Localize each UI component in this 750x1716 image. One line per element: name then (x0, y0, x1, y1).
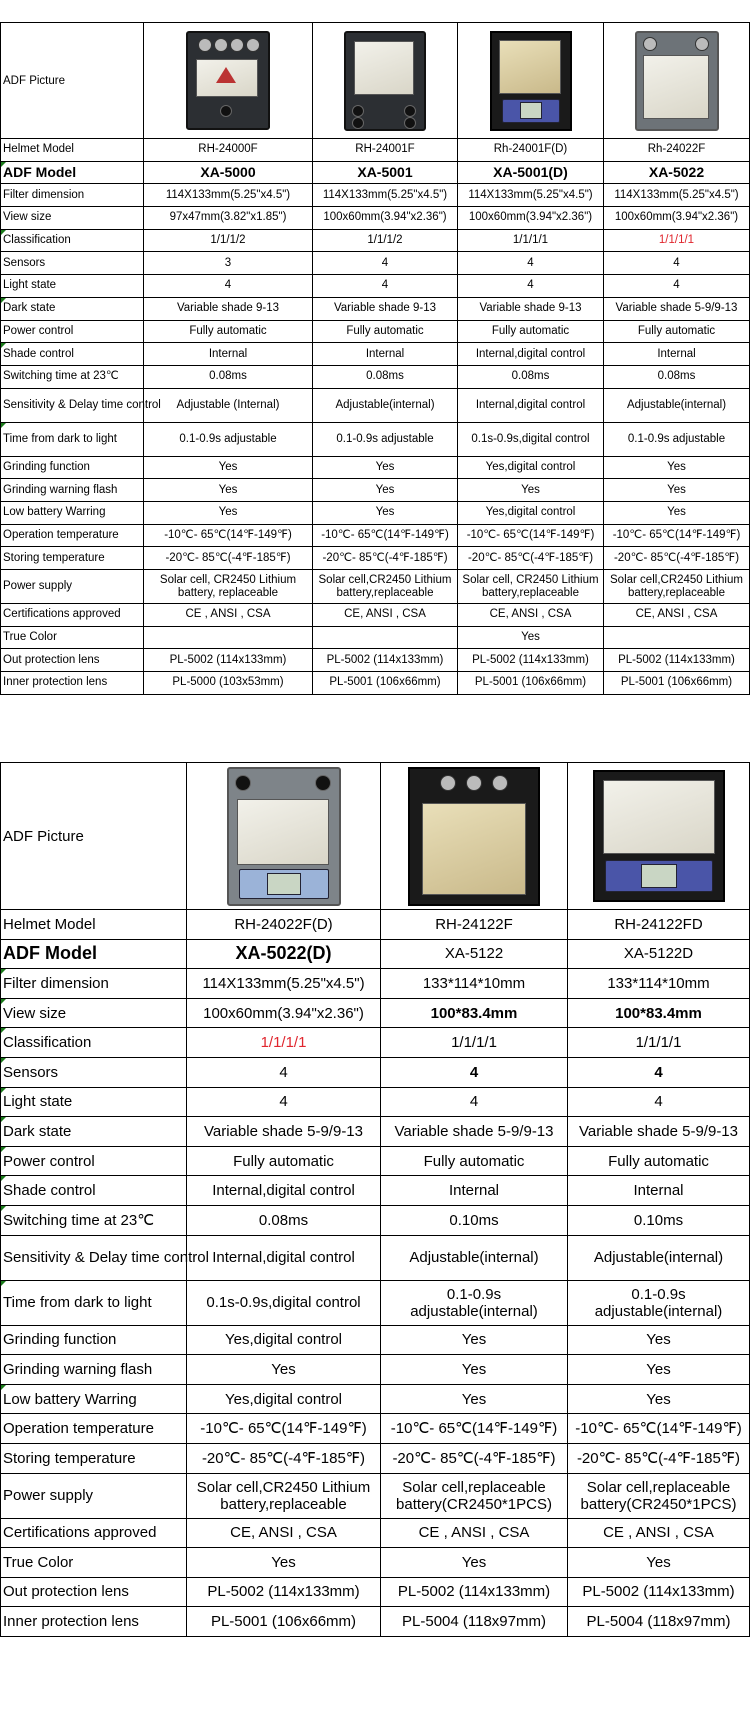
row-label: Operation temperature (1, 1414, 187, 1444)
spec-cell: Internal,digital control (187, 1235, 381, 1280)
spec-cell: PL-5001 (106x66mm) (458, 672, 604, 695)
row-label-text: Switching time at 23℃ (3, 1211, 155, 1229)
spec-cell: Internal,digital control (458, 343, 604, 366)
spec-cell (144, 626, 313, 649)
row-label (1, 161, 144, 184)
adf-image-xa-5022 (604, 23, 750, 139)
spec-row-view-size (1, 998, 750, 1028)
comment-marker-icon (1, 1058, 6, 1063)
spec-cell: PL-5001 (106x66mm) (604, 672, 750, 695)
spec-row-sensitivity-delay-time-control (1, 388, 750, 422)
spec-cell: Rh-24001F(D) (458, 139, 604, 162)
spec-row-switching-time-at-23 (1, 365, 750, 388)
spec-cell: 0.1-0.9s adjustable (313, 422, 458, 456)
row-label-text: Light state (3, 1093, 73, 1111)
spec-cell: Fully automatic (381, 1146, 568, 1176)
row-label: Sensitivity & Delay time control (1, 388, 144, 422)
comment-marker-icon (1, 1088, 6, 1093)
spec-row-power-control (1, 320, 750, 343)
row-label: Light state (1, 275, 144, 298)
spec-cell: Internal,digital control (458, 388, 604, 422)
spec-cell: 4 (568, 1087, 750, 1117)
spec-cell: -20℃- 85℃(-4℉-185℉) (604, 547, 750, 570)
spec-cell: -20℃- 85℃(-4℉-185℉) (568, 1443, 750, 1473)
spec-cell: 1/1/1/1 (604, 229, 750, 252)
spec-cell: XA-5122D (568, 939, 750, 969)
comment-marker-icon (1, 230, 6, 235)
spec-cell: PL-5001 (106x66mm) (313, 672, 458, 695)
spec-row-certifications-approved (1, 1518, 750, 1548)
comment-marker-icon (1, 162, 6, 167)
spec-cell: PL-5002 (114x133mm) (144, 649, 313, 672)
spec-cell: Fully automatic (604, 320, 750, 343)
row-label: Storing temperature (1, 1443, 187, 1473)
row-label: Power control (1, 320, 144, 343)
spec-cell: 100*83.4mm (568, 998, 750, 1028)
spec-cell: Yes (381, 1325, 568, 1355)
spec-cell: Fully automatic (144, 320, 313, 343)
spec-cell: Yes (604, 479, 750, 502)
spec-cell: Yes (144, 479, 313, 502)
spec-cell: PL-5002 (114x133mm) (568, 1577, 750, 1607)
row-label: True Color (1, 626, 144, 649)
spec-cell: Yes (313, 479, 458, 502)
spec-cell: 4 (458, 252, 604, 275)
spec-row-grinding-warning-flash (1, 1355, 750, 1385)
spec-cell: Yes (604, 501, 750, 524)
spec-cell: CE , ANSI , CSA (144, 604, 313, 627)
spec-cell: 4 (187, 1057, 381, 1087)
spec-cell: 3 (144, 252, 313, 275)
row-label (1, 1057, 187, 1087)
comment-marker-icon (1, 1117, 6, 1122)
spec-row-shade-control (1, 343, 750, 366)
spec-cell: 100*83.4mm (381, 998, 568, 1028)
spec-cell: Adjustable(internal) (313, 388, 458, 422)
spec-table-1 (0, 22, 750, 695)
spec-cell: 1/1/1/1 (381, 1028, 568, 1058)
spec-cell: Adjustable(internal) (568, 1235, 750, 1280)
spec-cell: 4 (313, 275, 458, 298)
spec-cell: 4 (604, 275, 750, 298)
row-label: Sensitivity & Delay time control (1, 1235, 187, 1280)
spec-row-power-supply (1, 570, 750, 604)
spec-cell: 4 (381, 1087, 568, 1117)
adf-image-xa-5022d (187, 763, 381, 910)
row-label: Sensors (1, 252, 144, 275)
row-label: Switching time at 23℃ (1, 365, 144, 388)
row-label: True Color (1, 1548, 187, 1578)
spec-cell: XA-5001 (313, 161, 458, 184)
spec-cell: 100x60mm(3.94"x2.36") (187, 998, 381, 1028)
spec-table-2 (0, 762, 750, 1637)
spec-row-inner-protection-lens (1, 1607, 750, 1637)
row-label (1, 1028, 187, 1058)
spec-row-helmet-model (1, 910, 750, 940)
spec-row-filter-dimension (1, 969, 750, 999)
spec-cell: 4 (568, 1057, 750, 1087)
row-label-text: Dark state (3, 302, 56, 315)
adf-image-xa-5001d (458, 23, 604, 139)
spec-cell: Solar cell, CR2450 Lithium battery,replaceable (458, 570, 604, 604)
spec-cell: Internal (144, 343, 313, 366)
spec-cell: 1/1/1/1 (187, 1028, 381, 1058)
spec-row-out-protection-lens (1, 1577, 750, 1607)
spec-cell: 114X133mm(5.25"x4.5") (458, 184, 604, 207)
spec-cell: CE, ANSI , CSA (458, 604, 604, 627)
spec-cell: Solar cell,replaceable battery(CR2450*1PCS) (568, 1473, 750, 1518)
row-label: Certifications approved (1, 604, 144, 627)
spec-cell: PL-5001 (106x66mm) (187, 1607, 381, 1637)
spec-cell: -10℃- 65℃(14℉-149℉) (568, 1414, 750, 1444)
adf-picture-row (1, 23, 750, 139)
row-label: Inner protection lens (1, 672, 144, 695)
spec-cell: Variable shade 9-13 (144, 297, 313, 320)
spec-cell: -20℃- 85℃(-4℉-185℉) (144, 547, 313, 570)
row-label (1, 1384, 187, 1414)
adf-image-xa-5001 (313, 23, 458, 139)
row-label (1, 969, 187, 999)
adf-picture-row (1, 763, 750, 910)
spec-cell: Yes,digital control (458, 501, 604, 524)
spec-cell: 100x60mm(3.94"x2.36") (604, 207, 750, 230)
spec-cell: RH-24001F (313, 139, 458, 162)
spec-cell: Fully automatic (313, 320, 458, 343)
spec-cell: -20℃- 85℃(-4℉-185℉) (313, 547, 458, 570)
spec-cell (313, 626, 458, 649)
spec-cell: CE , ANSI , CSA (568, 1518, 750, 1548)
spec-cell: Variable shade 9-13 (313, 297, 458, 320)
spec-cell: -20℃- 85℃(-4℉-185℉) (381, 1443, 568, 1473)
row-label-text: View size (3, 1004, 67, 1022)
spec-cell: Internal (313, 343, 458, 366)
spec-cell: PL-5004 (118x97mm) (568, 1607, 750, 1637)
row-label: Helmet Model (1, 910, 187, 940)
row-label: Grinding function (1, 456, 144, 479)
spec-cell: Yes (187, 1355, 381, 1385)
row-label: Storing temperature (1, 547, 144, 570)
spec-cell: Variable shade 5-9/9-13 (604, 297, 750, 320)
row-label: Low battery Warring (1, 501, 144, 524)
spec-row-dark-state (1, 1117, 750, 1147)
row-label-text: Dark state (3, 1122, 72, 1140)
comment-marker-icon (1, 343, 6, 348)
comment-marker-icon (1, 999, 6, 1004)
spec-cell: XA-5000 (144, 161, 313, 184)
spec-cell: -10℃- 65℃(14℉-149℉) (604, 524, 750, 547)
spec-cell: 0.1s-0.9s,digital control (187, 1280, 381, 1325)
spec-cell: 97x47mm(3.82"x1.85") (144, 207, 313, 230)
spec-cell: 0.08ms (144, 365, 313, 388)
spec-cell: 1/1/1/2 (144, 229, 313, 252)
spec-cell: RH-24000F (144, 139, 313, 162)
row-label-text: Time from dark to light (3, 1294, 152, 1312)
spec-row-shade-control (1, 1176, 750, 1206)
spec-cell: -10℃- 65℃(14℉-149℉) (187, 1414, 381, 1444)
spec-cell: Yes (568, 1325, 750, 1355)
spec-row-power-control (1, 1146, 750, 1176)
spec-cell: 1/1/1/1 (568, 1028, 750, 1058)
row-label-text: Classification (3, 234, 71, 247)
spec-cell: 114X133mm(5.25"x4.5") (187, 969, 381, 999)
row-label-text: Time from dark to light (3, 432, 117, 445)
spec-row-light-state (1, 1087, 750, 1117)
spec-row-power-supply (1, 1473, 750, 1518)
spec-cell: XA-5122 (381, 939, 568, 969)
row-label: Grinding warning flash (1, 479, 144, 502)
spec-cell: PL-5002 (114x133mm) (187, 1577, 381, 1607)
spec-cell: RH-24122FD (568, 910, 750, 940)
spec-cell: Yes (458, 479, 604, 502)
row-label (1, 229, 144, 252)
comment-marker-icon (1, 1281, 6, 1286)
spec-cell: Yes (381, 1384, 568, 1414)
spec-cell: Yes (381, 1548, 568, 1578)
adf-image-xa-5122d (568, 763, 750, 910)
spec-cell: Solar cell,CR2450 Lithium battery,replaceable (187, 1473, 381, 1518)
comment-marker-icon (1, 298, 6, 303)
spec-cell: RH-24122F (381, 910, 568, 940)
spec-cell: 133*114*10mm (381, 969, 568, 999)
comment-marker-icon (1, 423, 6, 428)
spec-row-operation-temperature (1, 1414, 750, 1444)
spec-cell: -20℃- 85℃(-4℉-185℉) (187, 1443, 381, 1473)
spec-cell: 0.1s-0.9s,digital control (458, 422, 604, 456)
spec-cell: 4 (187, 1087, 381, 1117)
row-label (1, 1117, 187, 1147)
spec-cell: -10℃- 65℃(14℉-149℉) (313, 524, 458, 547)
spec-cell: Yes (144, 501, 313, 524)
spec-cell: Solar cell, CR2450 Lithium battery, replaceable (144, 570, 313, 604)
spec-cell: 0.10ms (381, 1205, 568, 1235)
spec-cell: 0.1-0.9s adjustable(internal) (568, 1280, 750, 1325)
row-label: Operation temperature (1, 524, 144, 547)
spec-cell: -10℃- 65℃(14℉-149℉) (381, 1414, 568, 1444)
spec-cell: 114X133mm(5.25"x4.5") (313, 184, 458, 207)
spec-cell: Yes (313, 501, 458, 524)
spec-row-time-from-dark-to-light (1, 422, 750, 456)
spec-cell: CE, ANSI , CSA (604, 604, 750, 627)
row-label (1, 998, 187, 1028)
comment-marker-icon (1, 1147, 6, 1152)
row-label (1, 422, 144, 456)
spec-cell: Internal (381, 1176, 568, 1206)
spec-cell: CE, ANSI , CSA (313, 604, 458, 627)
row-label: Power supply (1, 570, 144, 604)
spec-cell: 0.1-0.9s adjustable (144, 422, 313, 456)
spec-cell: XA-5022(D) (187, 939, 381, 969)
spec-cell: PL-5002 (114x133mm) (604, 649, 750, 672)
spec-cell: PL-5002 (114x133mm) (458, 649, 604, 672)
spec-cell: 0.08ms (604, 365, 750, 388)
row-label-text: Sensors (3, 1063, 59, 1081)
spec-cell: 0.1-0.9s adjustable (604, 422, 750, 456)
spec-row-adf-model (1, 161, 750, 184)
spec-cell: Yes,digital control (187, 1325, 381, 1355)
spec-cell: Yes (568, 1384, 750, 1414)
spec-row-adf-model (1, 939, 750, 969)
spec-row-storing-temperature (1, 547, 750, 570)
spec-row-classification (1, 229, 750, 252)
row-label: Helmet Model (1, 139, 144, 162)
row-label: ADF Model (1, 939, 187, 969)
spec-row-low-battery-warring (1, 1384, 750, 1414)
row-label: Filter dimension (1, 184, 144, 207)
comment-marker-icon (1, 1028, 6, 1033)
spec-cell: 0.08ms (458, 365, 604, 388)
row-label (1, 1205, 187, 1235)
spec-cell: XA-5022 (604, 161, 750, 184)
spec-cell: Internal,digital control (187, 1176, 381, 1206)
spec-cell: Variable shade 5-9/9-13 (187, 1117, 381, 1147)
spec-cell: 4 (144, 275, 313, 298)
spec-cell: XA-5001(D) (458, 161, 604, 184)
spec-cell: PL-5000 (103x53mm) (144, 672, 313, 695)
spec-cell: 0.08ms (187, 1205, 381, 1235)
spec-row-out-protection-lens (1, 649, 750, 672)
spec-cell: RH-24022F(D) (187, 910, 381, 940)
spec-cell: 1/1/1/2 (313, 229, 458, 252)
spec-row-true-color (1, 1548, 750, 1578)
comment-marker-icon (1, 1176, 6, 1181)
spec-cell: Yes (568, 1355, 750, 1385)
spec-cell: Internal (604, 343, 750, 366)
spec-cell (604, 626, 750, 649)
spec-cell: Adjustable (Internal) (144, 388, 313, 422)
spec-row-view-size (1, 207, 750, 230)
adf-image-xa-5122 (381, 763, 568, 910)
spec-cell: Adjustable(internal) (381, 1235, 568, 1280)
spec-cell: 0.10ms (568, 1205, 750, 1235)
spec-row-grinding-function (1, 1325, 750, 1355)
row-label: Out protection lens (1, 1577, 187, 1607)
spec-row-light-state (1, 275, 750, 298)
row-label: Certifications approved (1, 1518, 187, 1548)
spec-row-certifications-approved (1, 604, 750, 627)
spec-cell: 100x60mm(3.94"x2.36") (313, 207, 458, 230)
spec-cell: -20℃- 85℃(-4℉-185℉) (458, 547, 604, 570)
comment-marker-icon (1, 1385, 6, 1390)
spec-row-grinding-function (1, 456, 750, 479)
row-label-text: Low battery Warring (3, 1390, 137, 1408)
spec-row-sensors (1, 1057, 750, 1087)
spec-cell: 4 (458, 275, 604, 298)
comment-marker-icon (1, 1206, 6, 1211)
spec-row-sensitivity-delay-time-control (1, 1235, 750, 1280)
spec-cell: CE, ANSI , CSA (187, 1518, 381, 1548)
spec-row-sensors (1, 252, 750, 275)
row-label-text: Classification (3, 1034, 92, 1052)
row-label: View size (1, 207, 144, 230)
spec-cell: Solar cell,CR2450 Lithium battery,replaceable (604, 570, 750, 604)
row-label (1, 1176, 187, 1206)
spec-row-operation-temperature (1, 524, 750, 547)
spec-cell: 133*114*10mm (568, 969, 750, 999)
row-label: Grinding warning flash (1, 1355, 187, 1385)
row-label-text: ADF Model (3, 164, 77, 181)
spec-row-low-battery-warring (1, 501, 750, 524)
spec-cell: CE , ANSI , CSA (381, 1518, 568, 1548)
spec-cell: 100x60mm(3.94"x2.36") (458, 207, 604, 230)
spec-cell: PL-5002 (114x133mm) (381, 1577, 568, 1607)
spec-cell: 114X133mm(5.25"x4.5") (604, 184, 750, 207)
spec-cell: 1/1/1/1 (458, 229, 604, 252)
spec-cell: PL-5002 (114x133mm) (313, 649, 458, 672)
spec-cell: Rh-24022F (604, 139, 750, 162)
spec-cell: 114X133mm(5.25"x4.5") (144, 184, 313, 207)
spec-cell: Fully automatic (187, 1146, 381, 1176)
spec-cell: Yes (381, 1355, 568, 1385)
spec-cell: Variable shade 5-9/9-13 (568, 1117, 750, 1147)
row-label-text: Power control (3, 1152, 95, 1170)
row-label (1, 1087, 187, 1117)
row-label: Power supply (1, 1473, 187, 1518)
comment-marker-icon (1, 969, 6, 974)
row-label (1, 1146, 187, 1176)
spec-row-grinding-warning-flash (1, 479, 750, 502)
spec-cell: Solar cell,replaceable battery(CR2450*1PCS) (381, 1473, 568, 1518)
row-label: Out protection lens (1, 649, 144, 672)
spec-cell: Fully automatic (458, 320, 604, 343)
row-label: ADF Picture (1, 23, 144, 139)
spec-cell: Variable shade 5-9/9-13 (381, 1117, 568, 1147)
row-label-text: Filter dimension (3, 974, 109, 992)
spec-row-true-color (1, 626, 750, 649)
spec-cell: Yes,digital control (187, 1384, 381, 1414)
spec-cell: PL-5004 (118x97mm) (381, 1607, 568, 1637)
spec-cell: Yes (604, 456, 750, 479)
row-label-text: Shade control (3, 347, 74, 360)
spec-row-filter-dimension (1, 184, 750, 207)
row-label: Inner protection lens (1, 1607, 187, 1637)
row-label: Grinding function (1, 1325, 187, 1355)
spec-cell: Yes (458, 626, 604, 649)
adf-image-xa-5000 (144, 23, 313, 139)
spec-cell: Internal (568, 1176, 750, 1206)
spec-row-storing-temperature (1, 1443, 750, 1473)
spec-row-switching-time-at-23 (1, 1205, 750, 1235)
spec-row-dark-state (1, 297, 750, 320)
row-label: ADF Picture (1, 763, 187, 910)
spec-cell: Yes (313, 456, 458, 479)
spec-cell: -10℃- 65℃(14℉-149℉) (144, 524, 313, 547)
spec-cell: Variable shade 9-13 (458, 297, 604, 320)
row-label (1, 1280, 187, 1325)
spec-row-helmet-model (1, 139, 750, 162)
spec-cell: 4 (604, 252, 750, 275)
spec-cell: 4 (313, 252, 458, 275)
spec-row-time-from-dark-to-light (1, 1280, 750, 1325)
spec-cell: Solar cell,CR2450 Lithium battery,replaceable (313, 570, 458, 604)
row-label-text: Shade control (3, 1182, 96, 1200)
spec-cell: Yes (187, 1548, 381, 1578)
spec-cell: Yes,digital control (458, 456, 604, 479)
spec-cell: Yes (568, 1548, 750, 1578)
spec-row-classification (1, 1028, 750, 1058)
spec-cell: 0.1-0.9s adjustable(internal) (381, 1280, 568, 1325)
spec-cell: Fully automatic (568, 1146, 750, 1176)
spec-cell: 0.08ms (313, 365, 458, 388)
spec-cell: Yes (144, 456, 313, 479)
spec-cell: 4 (381, 1057, 568, 1087)
row-label (1, 297, 144, 320)
spec-cell: -10℃- 65℃(14℉-149℉) (458, 524, 604, 547)
spec-cell: Adjustable(internal) (604, 388, 750, 422)
spec-row-inner-protection-lens (1, 672, 750, 695)
row-label (1, 343, 144, 366)
